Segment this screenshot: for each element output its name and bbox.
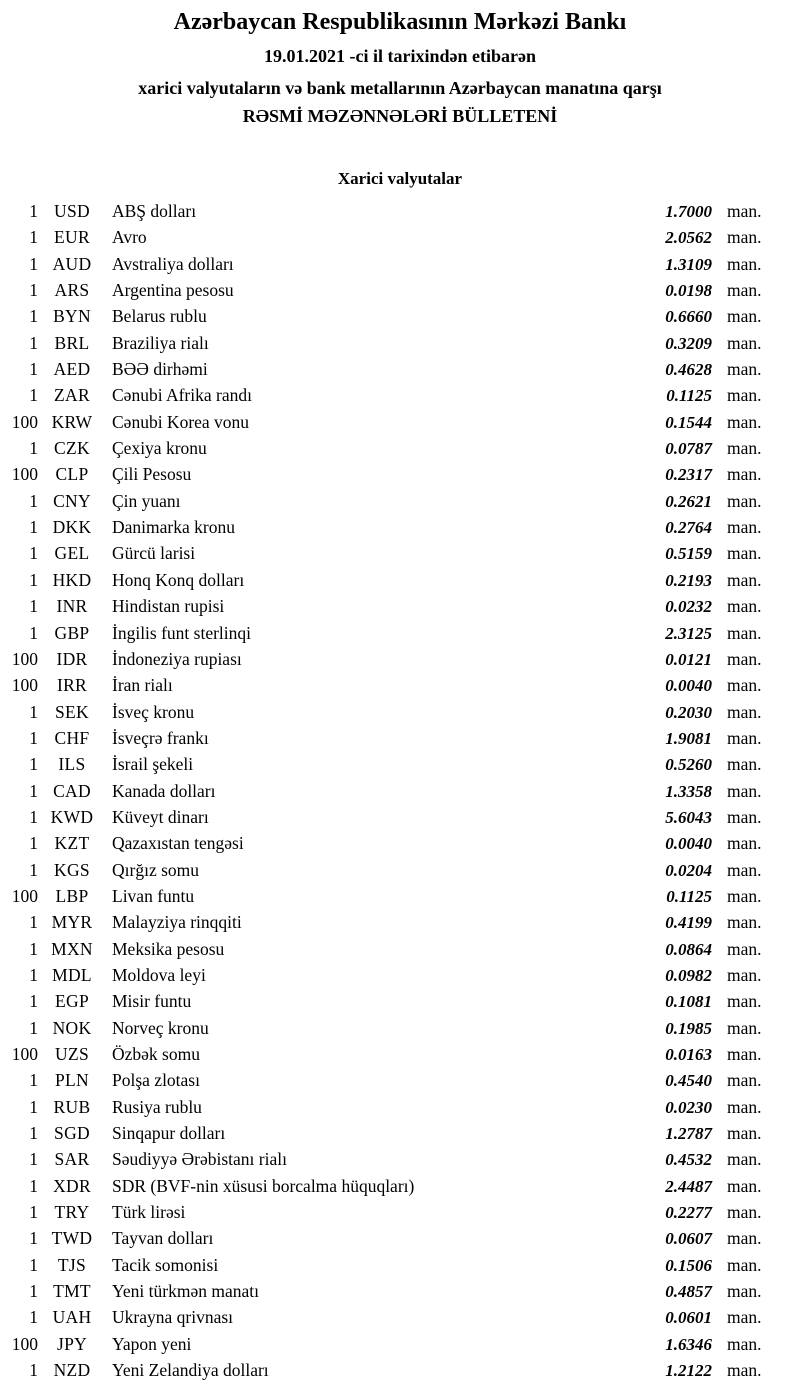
currency-name: Çili Pesosu [112, 464, 192, 485]
quantity: 1 [29, 1149, 38, 1170]
rate-value: 0.2030 [665, 702, 712, 722]
quantity: 1 [29, 569, 38, 590]
quantity: 1 [29, 227, 38, 248]
currency-code: KGS [54, 859, 90, 880]
currency-code: HKD [52, 569, 92, 590]
currency-code: IDR [56, 648, 88, 669]
table-row [0, 830, 800, 856]
table-row [0, 356, 800, 382]
rate-value: 0.4628 [665, 360, 712, 380]
currency-name: Yapon yeni [112, 1333, 192, 1354]
rates-table [0, 198, 800, 1383]
rate-value: 0.1125 [666, 386, 712, 406]
currency-name: İsveç kronu [112, 701, 195, 722]
currency-name: ABŞ dolları [112, 201, 197, 221]
table-row [0, 488, 800, 514]
currency-code: MDL [52, 964, 92, 985]
quantity: 1 [29, 806, 38, 827]
unit-label: man. [727, 675, 762, 696]
unit-label: man. [727, 859, 762, 880]
quantity: 1 [29, 438, 38, 459]
rate-value: 1.2122 [665, 1361, 712, 1381]
quantity: 1 [29, 280, 38, 301]
table-row [0, 514, 800, 540]
quantity: 100 [11, 1044, 38, 1064]
currency-name: İngilis funt sterlinqi [112, 622, 252, 643]
unit-label: man. [727, 280, 762, 301]
rate-value: 1.3109 [665, 254, 712, 274]
rate-value: 0.1081 [665, 992, 712, 1012]
unit-label: man. [727, 1044, 762, 1064]
currency-code: ILS [58, 754, 86, 775]
currency-code: TRY [54, 1202, 90, 1223]
currency-code: TJS [57, 1254, 87, 1275]
currency-name: Tacik somonisi [112, 1254, 219, 1275]
quantity: 1 [29, 359, 38, 380]
table-row [0, 540, 800, 566]
table-row [0, 1252, 800, 1278]
table-row [0, 778, 800, 804]
currency-name: Avstraliya dolları [112, 253, 234, 274]
currency-name: Ukrayna qrivnası [112, 1307, 234, 1328]
table-row [0, 198, 800, 224]
table-row [0, 303, 800, 329]
table-row [0, 909, 800, 935]
table-row [0, 962, 800, 988]
table-row [0, 620, 800, 646]
currency-name: Argentina pesosu [112, 280, 234, 301]
unit-label: man. [727, 227, 762, 248]
unit-label: man. [727, 1096, 762, 1117]
currency-name: Polşa zlotası [112, 1070, 200, 1091]
unit-label: man. [727, 464, 762, 485]
rate-value: 0.6660 [665, 307, 712, 327]
rate-value: 1.7000 [665, 202, 712, 221]
table-row [0, 1357, 800, 1383]
currency-code: SAR [54, 1149, 90, 1170]
currency-name: Hindistan rupisi [112, 596, 225, 617]
quantity: 1 [29, 1017, 38, 1038]
unit-label: man. [727, 701, 762, 722]
currency-code: AED [53, 359, 91, 380]
quantity: 1 [29, 912, 38, 933]
rate-value: 1.6346 [665, 1334, 712, 1354]
quantity: 100 [11, 885, 38, 906]
unit-label: man. [727, 780, 762, 801]
quantity: 1 [29, 517, 38, 538]
unit-label: man. [727, 648, 762, 669]
unit-label: man. [727, 1202, 762, 1223]
quantity: 1 [29, 859, 38, 880]
currency-name: Gürcü larisi [112, 543, 196, 564]
rate-value: 0.2317 [665, 465, 712, 485]
unit-label: man. [727, 306, 762, 327]
unit-label: man. [727, 1307, 762, 1328]
unit-label: man. [727, 806, 762, 827]
currency-name: Kanada dolları [112, 780, 216, 801]
unit-label: man. [727, 411, 762, 432]
currency-code: PLN [55, 1070, 89, 1091]
quantity: 1 [29, 833, 38, 854]
unit-label: man. [727, 622, 762, 643]
unit-label: man. [727, 1149, 762, 1170]
unit-label: man. [727, 1070, 762, 1091]
currency-name: İran rialı [112, 675, 173, 696]
currency-code: ZAR [54, 385, 90, 406]
rate-value: 0.2764 [665, 518, 712, 538]
rate-value: 1.3358 [665, 781, 712, 801]
currency-name: Yeni Zelandiya dolları [112, 1360, 269, 1381]
quantity: 100 [11, 648, 38, 669]
rate-value: 0.0787 [665, 439, 712, 459]
unit-label: man. [727, 543, 762, 564]
quantity: 1 [29, 727, 38, 748]
currency-code: KRW [51, 411, 93, 432]
quantity: 1 [29, 1175, 38, 1196]
rate-value: 0.2621 [665, 491, 712, 511]
unit-label: man. [727, 1175, 762, 1196]
currency-code: CZK [54, 438, 90, 459]
table-row [0, 435, 800, 461]
unit-label: man. [727, 1333, 762, 1354]
unit-label: man. [727, 833, 762, 854]
quantity: 1 [29, 964, 38, 985]
currency-code: GEL [54, 543, 90, 564]
rate-value: 0.3209 [665, 333, 712, 353]
table-row [0, 804, 800, 830]
quantity: 1 [29, 1070, 38, 1091]
quantity: 1 [29, 1281, 38, 1302]
rate-value: 2.3125 [665, 623, 712, 643]
unit-label: man. [727, 1123, 762, 1144]
rate-value: 0.4540 [665, 1071, 712, 1091]
rate-value: 0.4199 [665, 913, 712, 933]
table-row [0, 251, 800, 277]
quantity: 1 [29, 1202, 38, 1223]
currency-name: Belarus rublu [112, 306, 207, 327]
currency-code: NZD [53, 1360, 91, 1381]
quantity: 1 [29, 253, 38, 274]
rate-value: 0.2277 [665, 1203, 712, 1223]
rate-value: 0.0163 [665, 1045, 712, 1064]
currency-name: Norveç kronu [112, 1017, 209, 1038]
currency-name: Küveyt dinarı [112, 806, 209, 827]
unit-label: man. [727, 1228, 762, 1249]
currency-name: Səudiyyə Ərəbistanı rialı [112, 1149, 287, 1170]
rate-value: 0.0121 [665, 649, 712, 669]
currency-name: Avro [112, 227, 147, 248]
currency-code: RUB [53, 1096, 91, 1117]
rate-value: 0.0204 [665, 860, 712, 880]
rate-value: 0.0982 [665, 965, 712, 985]
currency-name: Qazaxıstan tengəsi [112, 833, 244, 854]
table-row [0, 1015, 800, 1041]
table-row [0, 1173, 800, 1199]
unit-label: man. [727, 964, 762, 985]
currency-code: MXN [51, 938, 93, 959]
currency-name: Misir funtu [112, 991, 192, 1012]
currency-code: GBP [54, 622, 90, 643]
quantity: 1 [29, 754, 38, 775]
quantity: 1 [29, 490, 38, 511]
currency-code: AUD [52, 253, 92, 274]
currency-code: TWD [51, 1228, 93, 1249]
quantity: 1 [29, 780, 38, 801]
table-row [0, 699, 800, 725]
currency-name: BƏƏ dirhəmi [112, 359, 208, 380]
table-row [0, 988, 800, 1014]
quantity: 1 [29, 306, 38, 327]
bulletin-subtitle: xarici valyutaların və bank metallarının Azərbaycan manatına qarşı [138, 78, 662, 98]
quantity: 1 [29, 201, 38, 221]
rate-value: 0.1125 [666, 886, 712, 906]
rate-value: 0.4857 [665, 1282, 712, 1302]
unit-label: man. [727, 991, 762, 1012]
rate-value: 0.0040 [665, 834, 712, 854]
table-row [0, 1041, 800, 1067]
currency-name: Braziliya rialı [112, 332, 209, 353]
currency-name: Cənubi Korea vonu [112, 411, 250, 432]
table-row [0, 382, 800, 408]
quantity: 1 [29, 1254, 38, 1275]
rate-value: 0.0040 [665, 676, 712, 696]
quantity: 1 [29, 385, 38, 406]
currency-name: Türk lirəsi [112, 1202, 186, 1223]
currency-name: Meksika pesosu [112, 938, 225, 959]
rate-value: 0.0198 [665, 281, 712, 301]
quantity: 100 [11, 675, 38, 696]
table-row [0, 1304, 800, 1330]
unit-label: man. [727, 359, 762, 380]
currency-code: EUR [54, 227, 90, 248]
currency-code: BRL [54, 332, 90, 353]
table-row [0, 224, 800, 250]
effective-date-line: 19.01.2021 -ci il tarixindən etibarən [264, 46, 536, 66]
currency-name: SDR (BVF-nin xüsusi borcalma hüquqları) [112, 1175, 415, 1196]
table-row [0, 883, 800, 909]
table-row [0, 567, 800, 593]
unit-label: man. [727, 596, 762, 617]
quantity: 100 [11, 411, 38, 432]
currency-code: KZT [54, 833, 90, 854]
table-row [0, 277, 800, 303]
table-row [0, 857, 800, 883]
unit-label: man. [727, 517, 762, 538]
unit-label: man. [727, 754, 762, 775]
currency-name: Honq Konq dolları [112, 569, 245, 590]
unit-label: man. [727, 253, 762, 274]
quantity: 1 [29, 701, 38, 722]
currency-name: Rusiya rublu [112, 1096, 202, 1117]
currency-name: Moldova leyi [112, 964, 206, 985]
currency-name: Çexiya kronu [112, 438, 207, 459]
currency-name: Tayvan dolları [112, 1228, 214, 1249]
rate-value: 0.1506 [665, 1255, 712, 1275]
rate-value: 0.5159 [665, 544, 712, 564]
quantity: 1 [29, 596, 38, 617]
currency-code: JPY [56, 1333, 88, 1354]
quantity: 100 [11, 464, 38, 485]
unit-label: man. [727, 885, 762, 906]
rate-value: 0.0232 [665, 597, 712, 617]
currency-code: MYR [51, 912, 93, 933]
quantity: 1 [29, 1360, 38, 1381]
currency-name: İsrail şekeli [112, 754, 194, 775]
rate-value: 0.0607 [665, 1229, 712, 1249]
rate-value: 0.2193 [665, 570, 712, 590]
table-row [0, 1199, 800, 1225]
currency-code: CAD [53, 780, 91, 801]
quantity: 1 [29, 991, 38, 1012]
currency-code: CNY [53, 490, 91, 511]
currency-name: Qırğız somu [112, 859, 200, 880]
unit-label: man. [727, 727, 762, 748]
table-row [0, 1278, 800, 1304]
table-row [0, 1146, 800, 1172]
quantity: 1 [29, 543, 38, 564]
currency-code: XDR [53, 1175, 91, 1196]
rate-value: 0.1544 [665, 412, 712, 432]
currency-code: NOK [52, 1017, 92, 1038]
table-row [0, 672, 800, 698]
currency-code: KWD [50, 806, 94, 827]
table-row [0, 725, 800, 751]
rate-value: 0.0601 [665, 1308, 712, 1328]
rate-value: 0.0864 [665, 939, 712, 959]
bank-title: Azərbaycan Respublikasının Mərkəzi Bankı [173, 9, 627, 35]
table-row [0, 646, 800, 672]
currency-code: CLP [55, 464, 89, 485]
currency-code: SEK [55, 701, 89, 722]
rate-value: 2.4487 [665, 1176, 712, 1196]
unit-label: man. [727, 938, 762, 959]
currency-code: LBP [55, 885, 89, 906]
rate-value: 2.0562 [665, 228, 712, 248]
section-title-foreign-currencies: Xarici valyutalar [337, 169, 463, 188]
currency-name: Cənubi Afrika randı [112, 385, 252, 406]
rate-value: 1.2787 [665, 1124, 712, 1144]
unit-label: man. [727, 912, 762, 933]
table-row [0, 593, 800, 619]
table-row [0, 409, 800, 435]
quantity: 100 [11, 1333, 38, 1354]
bulletin-title: RƏSMİ MƏZƏNNƏLƏRİ BÜLLETENİ [242, 106, 558, 126]
table-row [0, 330, 800, 356]
currency-code: ARS [54, 280, 90, 301]
rate-value: 0.0230 [665, 1097, 712, 1117]
quantity: 1 [29, 938, 38, 959]
unit-label: man. [727, 385, 762, 406]
rate-value: 5.6043 [665, 807, 712, 827]
currency-name: Özbək somu [112, 1044, 200, 1064]
currency-code: BYN [53, 306, 91, 327]
quantity: 1 [29, 1096, 38, 1117]
currency-code: INR [56, 596, 88, 617]
unit-label: man. [727, 569, 762, 590]
quantity: 1 [29, 332, 38, 353]
currency-code: TMT [53, 1281, 91, 1302]
table-row [0, 1094, 800, 1120]
currency-name: Danimarka kronu [112, 517, 235, 538]
rate-value: 0.1985 [665, 1018, 712, 1038]
currency-code: SGD [54, 1123, 90, 1144]
quantity: 1 [29, 622, 38, 643]
table-row [0, 1331, 800, 1357]
currency-name: Sinqapur dolları [112, 1123, 226, 1144]
unit-label: man. [727, 332, 762, 353]
currency-name: İsveçrə frankı [112, 727, 209, 748]
currency-code: IRR [56, 675, 88, 696]
currency-name: Livan funtu [112, 885, 195, 906]
bulletin-header [0, 0, 800, 128]
table-row [0, 461, 800, 487]
table-row [0, 1120, 800, 1146]
currency-code: UAH [52, 1307, 92, 1328]
rate-value: 0.5260 [665, 755, 712, 775]
quantity: 1 [29, 1307, 38, 1328]
table-row [0, 1225, 800, 1251]
unit-label: man. [727, 1017, 762, 1038]
currency-name: Yeni türkmən manatı [112, 1281, 259, 1302]
quantity: 1 [29, 1123, 38, 1144]
table-row [0, 751, 800, 777]
currency-code: DKK [52, 517, 92, 538]
unit-label: man. [727, 1360, 762, 1381]
currency-code: CHF [54, 727, 90, 748]
currency-code: UZS [55, 1044, 89, 1064]
currency-name: Çin yuanı [112, 490, 181, 511]
table-row [0, 1067, 800, 1093]
rate-value: 1.9081 [665, 728, 712, 748]
unit-label: man. [727, 201, 762, 221]
quantity: 1 [29, 1228, 38, 1249]
unit-label: man. [727, 1281, 762, 1302]
currency-code: EGP [55, 991, 89, 1012]
currency-name: Malayziya rinqqiti [112, 912, 242, 933]
currency-code: USD [54, 201, 90, 221]
unit-label: man. [727, 438, 762, 459]
table-row [0, 936, 800, 962]
rate-value: 0.4532 [665, 1150, 712, 1170]
unit-label: man. [727, 490, 762, 511]
currency-name: İndoneziya rupiası [112, 648, 242, 669]
unit-label: man. [727, 1254, 762, 1275]
